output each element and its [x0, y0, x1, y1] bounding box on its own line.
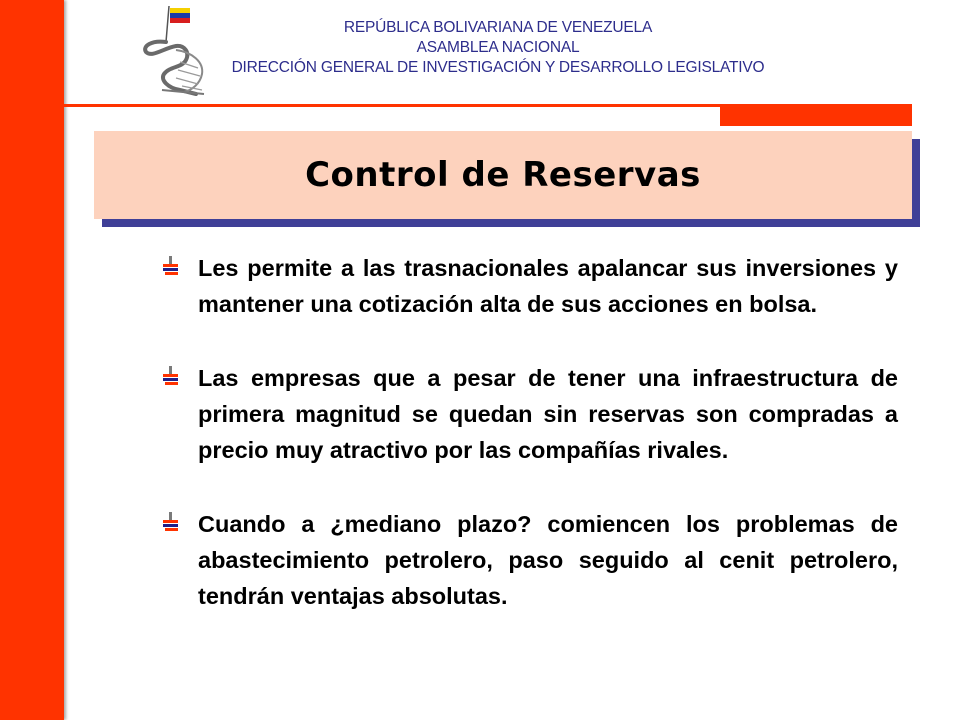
- bullet-item: [160, 506, 898, 614]
- bullet-item: [160, 250, 898, 322]
- slide-title: Control de Reservas: [305, 155, 701, 195]
- header-rule-block: [720, 104, 912, 126]
- bullet-text: Las empresas que a pesar de tener una infraestructura de primera magnitud se quedan sin reservas son compradas a precio muy atractivo por las compañías rivales.: [198, 365, 898, 463]
- bullet-text: Cuando a ¿mediano plazo? comiencen los problemas de abastecimiento petrolero, paso seguido al cenit petrolero, tendrán ventajas absolutas.: [198, 511, 898, 609]
- stacked-bars-bullet-icon: [160, 365, 182, 387]
- header-line-assembly: ASAMBLEA NACIONAL: [416, 39, 580, 56]
- stacked-bars-bullet-icon: [160, 511, 182, 533]
- bullet-list: [160, 250, 898, 614]
- asamblea-nacional-emblem-icon: [132, 2, 222, 100]
- title-box: [94, 131, 912, 219]
- header-line-directorate: DIRECCIÓN GENERAL DE INVESTIGACIÓN Y DESARROLLO LEGISLATIVO: [231, 59, 765, 76]
- institution-header: [228, 18, 768, 78]
- header-line-country: REPÚBLICA BOLIVARIANA DE VENEZUELA: [343, 19, 653, 36]
- stacked-bars-bullet-icon: [160, 255, 182, 277]
- bullet-item: [160, 360, 898, 468]
- bullet-text: Les permite a las trasnacionales apalancar sus inversiones y mantener una cotización alta de sus acciones en bolsa.: [198, 255, 898, 317]
- left-accent-bar: [0, 0, 64, 720]
